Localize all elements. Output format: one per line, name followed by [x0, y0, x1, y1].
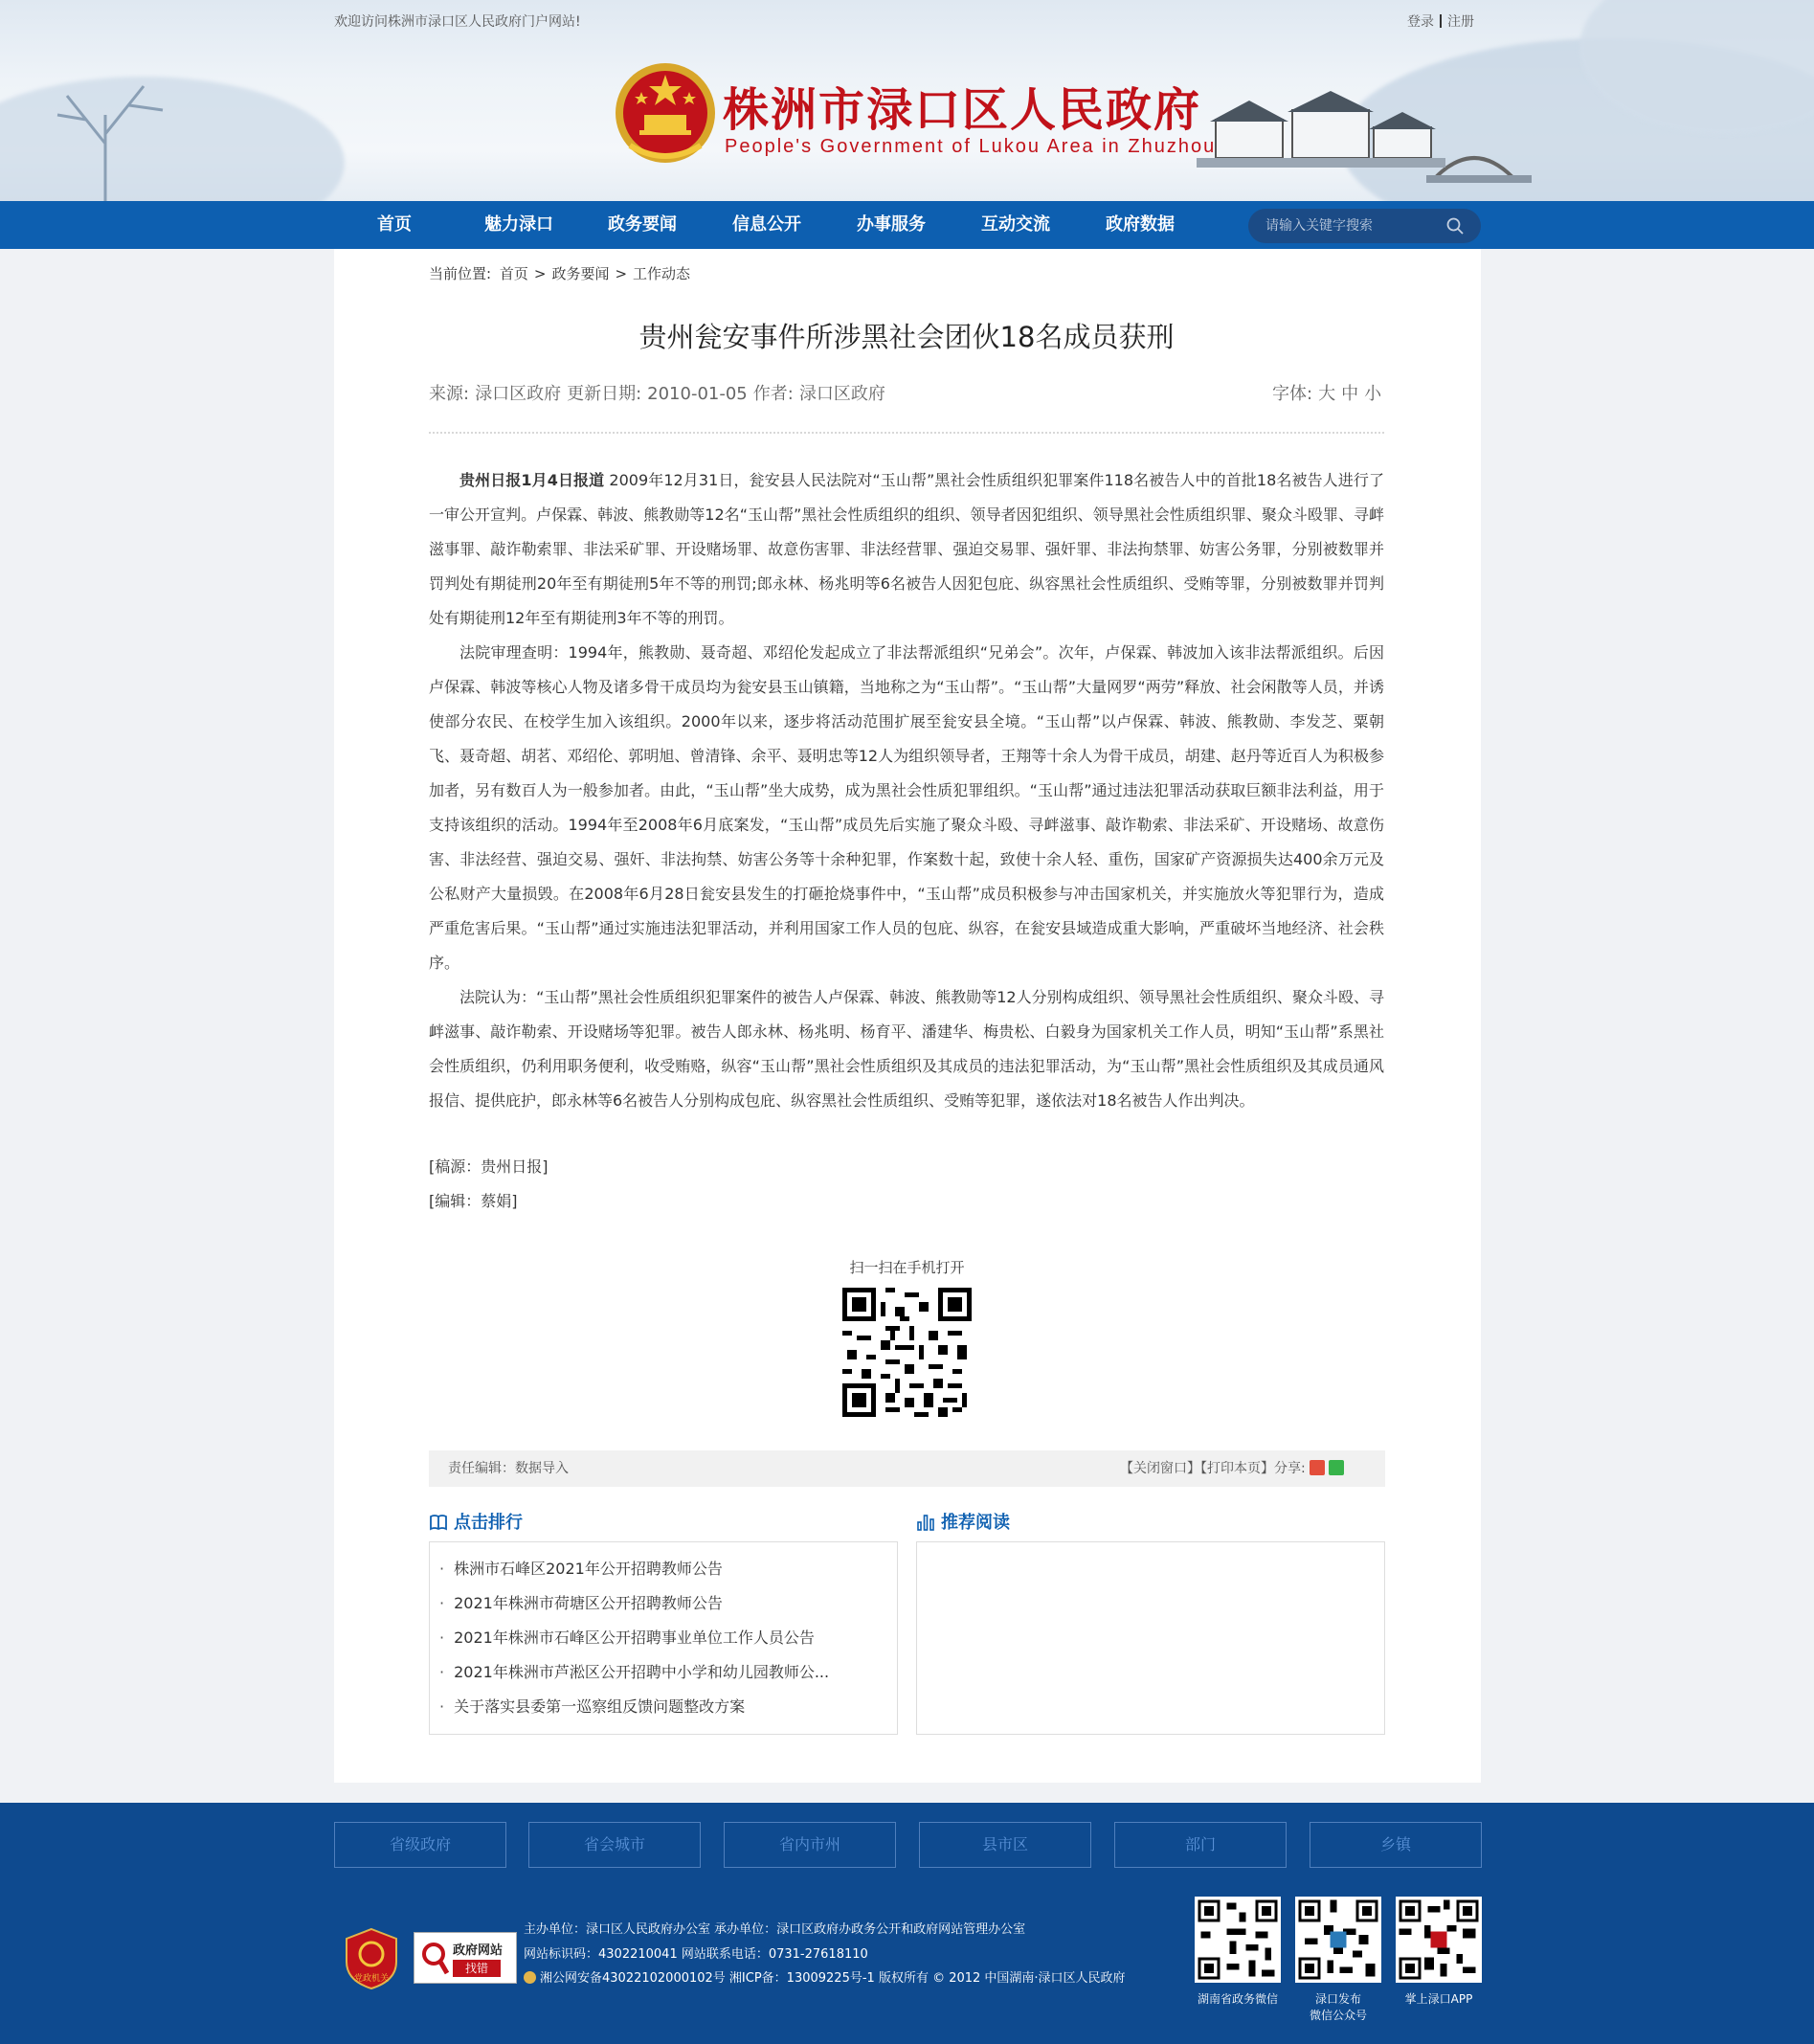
nav-charm-lukou[interactable]: 魅力渌口: [484, 214, 553, 235]
note-editor: [编辑：蔡娟]: [429, 1192, 518, 1210]
breadcrumb: 当前位置: 首页 > 政务要闻 > 工作动态: [429, 265, 691, 282]
footer-link-towns[interactable]: 乡镇: [1310, 1822, 1482, 1868]
source-label: 来源:: [429, 384, 470, 404]
qr-caption-lukou-release: 渌口发布: [1314, 1992, 1361, 2006]
qr-caption-app: 掌上渌口APP: [1404, 1992, 1473, 2006]
ranking-heading: [429, 1509, 523, 1534]
breadcrumb-home[interactable]: 首页: [499, 265, 528, 282]
magnifier-icon: [420, 1941, 449, 1977]
paragraph-1-text: 2009年12月31日，瓮安县人民法院对“玉山帮”黑社会性质组织犯罪案件118名被告人中的首批18名被告人进行了一审公开宣判。卢保霖、韩波、熊教勋等12名“玉山帮”黑社会性质组织的组织、领导者因犯组织、领导黑社会性质组织罪、聚众斗殴罪、寻衅滋事罪、敲诈勒索罪、非法采矿罪、开设赌场罪、故意伤害罪、非法经营罪、强迫交易罪、强奸罪、非法拘禁罪、妨害公务罪，分别被数罪并罚判处有期徒刑20年至有期徒刑5年不等的刑罚;郎永林、杨兆明等6名被告人因犯包庇、纵容黑社会性质组织、受贿等罪，分别被数罪并罚判处有期徒刑12年至有期徒刑3年不等的刑罚。: [429, 471, 1384, 627]
badge-text: 党政机关: [353, 1974, 390, 1984]
article-meta: [429, 380, 891, 405]
recommend-title: 推荐阅读: [941, 1513, 1010, 1533]
footer-link-capital-cities[interactable]: 省会城市: [528, 1822, 701, 1868]
ranking-title: 点击排行: [454, 1513, 523, 1533]
qr-label: 扫一扫在手机打开: [849, 1259, 965, 1276]
welcome-text: 欢迎访问株洲市渌口区人民政府门户网站!: [334, 14, 581, 30]
bar-chart-icon: [916, 1514, 935, 1531]
qr-caption-wechat-account: 微信公众号: [1309, 2009, 1367, 2022]
search-icon[interactable]: [1446, 217, 1464, 235]
list-item[interactable]: · 2021年株洲市芦淞区公开招聘中小学和幼儿园教师公...: [439, 1655, 885, 1690]
article-actions: [1120, 1450, 1344, 1487]
qr-code-icon: [842, 1288, 972, 1417]
date-value: 2010-01-05: [647, 384, 748, 404]
recommend-box: [916, 1541, 1385, 1735]
article-lead: 贵州日报1月4日报道: [459, 471, 605, 489]
font-size-medium[interactable]: 中: [1341, 384, 1359, 404]
qr-code-icon: [1195, 1897, 1281, 1983]
author-label: 作者:: [752, 384, 794, 404]
site-subtitle: People's Government of Lukou Area in Zhuzhou: [725, 136, 1217, 157]
ranking-box: [429, 1541, 898, 1735]
nav-interaction[interactable]: 互动交流: [981, 214, 1050, 235]
source-value: 渌口区政府: [475, 384, 562, 404]
footer-link-provincial-gov[interactable]: 省级政府: [334, 1822, 506, 1868]
qr-code-icon: [1295, 1897, 1381, 1983]
share-label: 分享:: [1274, 1461, 1306, 1476]
tree-illustration: [38, 57, 182, 201]
list-item[interactable]: · 2021年株洲市荷塘区公开招聘教师公告: [439, 1586, 885, 1621]
footer-icp-text: 湘公网安备43022102000102号 湘ICP备：13009225号-1 版权所有 © 2012 中国湖南·渌口区人民政府: [540, 1971, 1126, 1986]
ranking-list: [439, 1552, 885, 1724]
font-size-controls: [1272, 380, 1381, 405]
recommend-heading: [916, 1509, 1010, 1534]
village-illustration: [1197, 91, 1541, 196]
register-link[interactable]: 注册: [1447, 14, 1474, 30]
police-badge-icon: [524, 1971, 536, 1984]
error-report-title: 政府网站: [453, 1943, 504, 1958]
gov-site-error-report[interactable]: [414, 1932, 517, 1984]
article-action-bar: [429, 1450, 1385, 1487]
nav-gov-news[interactable]: 政务要闻: [608, 214, 677, 235]
author-value: 渌口区政府: [798, 384, 885, 404]
breadcrumb-gov-news[interactable]: 政务要闻: [551, 265, 610, 282]
font-size-large[interactable]: 大: [1318, 384, 1336, 404]
qr-code-icon: [1396, 1897, 1482, 1983]
party-gov-badge-icon[interactable]: [345, 1927, 398, 1990]
list-item[interactable]: · 关于落实县委第一巡察组反馈问题整改方案: [439, 1690, 885, 1724]
footer-link-departments[interactable]: 部门: [1114, 1822, 1287, 1868]
breadcrumb-work-dynamics[interactable]: 工作动态: [633, 265, 691, 282]
search-input[interactable]: [1265, 209, 1438, 243]
font-size-small[interactable]: 小: [1364, 384, 1382, 404]
book-icon: [429, 1514, 448, 1531]
error-report-label: 找错: [453, 1960, 501, 1977]
footer-site-id: 网站标识码：4302210041 网站联系电话：0731-27618110: [524, 1947, 868, 1962]
login-link[interactable]: 登录: [1407, 14, 1434, 30]
paragraph-1: [429, 463, 1384, 636]
breadcrumb-label: 当前位置:: [429, 265, 492, 282]
footer-link-counties[interactable]: 县市区: [919, 1822, 1091, 1868]
list-item[interactable]: · 2021年株洲市石峰区公开招聘事业单位工作人员公告: [439, 1621, 885, 1655]
footer-organizer: 主办单位：渌口区人民政府办公室 承办单位：渌口区政府办政务公开和政府网站管理办公室: [524, 1922, 1026, 1937]
font-size-label: 字体:: [1272, 384, 1313, 404]
article-title: 贵州瓮安事件所涉黑社会团伙18名成员获刑: [638, 321, 1175, 353]
auth-links: [1407, 11, 1474, 31]
nav-gov-data[interactable]: 政府数据: [1106, 214, 1175, 235]
close-window-button[interactable]: 【关闭窗口】: [1120, 1461, 1200, 1476]
national-emblem-icon: [613, 59, 718, 167]
nav-services[interactable]: 办事服务: [857, 214, 926, 235]
date-label: 更新日期:: [567, 384, 642, 404]
main-nav: [0, 201, 1814, 249]
nav-home[interactable]: 首页: [377, 214, 412, 235]
nav-info-public[interactable]: 信息公开: [732, 214, 801, 235]
paragraph-3: 法院认为：“玉山帮”黑社会性质组织犯罪案件的被告人卢保霖、韩波、熊教勋等12人分别构成组织、领导黑社会性质组织、聚众斗殴、寻衅滋事、敲诈勒索、开设赌场等犯罪。被告人郎永林、杨兆明、杨育平、潘建华、梅贵松、白毅身为国家机关工作人员，明知“玉山帮”系黑社会性质组织，仍利用职务便利，收受贿赂，纵容“玉山帮”黑社会性质组织及其成员的违法犯罪活动，为“玉山帮”黑社会性质组织及其成员通风报信、提供庇护，郎永林等6名被告人分别构成包庇、纵容黑社会性质组织、受贿等犯罪，遂依法对18名被告人作出判决。: [429, 988, 1384, 1110]
footer-icp: [524, 1967, 1126, 1986]
print-button[interactable]: 【打印本页】: [1200, 1461, 1274, 1476]
footer-link-cities-in-province[interactable]: 省内市州: [724, 1822, 896, 1868]
note-source: [稿源：贵州日报]: [429, 1157, 549, 1176]
paragraph-2: 法院审理查明：1994年，熊教勋、聂奇超、邓绍伦发起成立了非法帮派组织“兄弟会”。次年，卢保霖、韩波加入该非法帮派组织。后因卢保霖、韩波等核心人物及诸多骨干成员均为瓮安县玉山镇籍，当地称之为“玉山帮”。“玉山帮”大量网罗“两劳”释放、社会闲散等人员，并诱使部分农民、在校学生加入该组织。2000年以来，逐步将活动范围扩展至瓮安县全境。“玉山帮”以卢保霖、韩波、熊教勋、李发芝、粟朝飞、聂奇超、胡茗、邓绍伦、郭明旭、曾清锋、余平、聂明忠等12人为组织领导者，王翔等十余人为骨干成员，胡建、赵丹等近百人为积极参加者，另有数百人为一般参加者。由此，“玉山帮”坐大成势，成为黑社会性质犯罪组织。“玉山帮”通过违法犯罪活动获取巨额非法利益，用于支持该组织的活动。1994年至2008年6月底案发，“玉山帮”成员先后实施了聚众斗殴、寻衅滋事、敲诈勒索、非法采矿、开设赌场、故意伤害、非法经营、强迫交易、强奸、非法拘禁、妨害公务等十余种犯罪，作案数十起，致使十余人轻、重伤，国家矿产资源损失达400余万元及公私财产大量损毁。在2008年6月28日瓮安县发生的打砸抢烧事件中，“玉山帮”成员积极参与冲击国家机关，并实施放火等犯罪行为，造成严重危害后果。“玉山帮”通过实施违法犯罪活动，并利用国家工作人员的包庇、纵容，在瓮安县域造成重大影响，严重破坏当地经济、社会秩序。: [429, 643, 1384, 972]
search-box: [1248, 209, 1481, 243]
responsible-editor: 责任编辑：数据导入: [448, 1461, 569, 1476]
site-title: 株洲市渌口区人民政府: [723, 83, 1202, 137]
list-item[interactable]: · 株洲市石峰区2021年公开招聘教师公告: [439, 1552, 885, 1586]
weibo-share-icon[interactable]: [1310, 1460, 1325, 1475]
article-body: [429, 463, 1384, 1118]
site-header: [0, 0, 1814, 201]
qr-caption-hunan-wechat: 湖南省政务微信: [1197, 1992, 1278, 2006]
wechat-share-icon[interactable]: [1329, 1460, 1344, 1475]
dotted-divider: [429, 432, 1384, 434]
